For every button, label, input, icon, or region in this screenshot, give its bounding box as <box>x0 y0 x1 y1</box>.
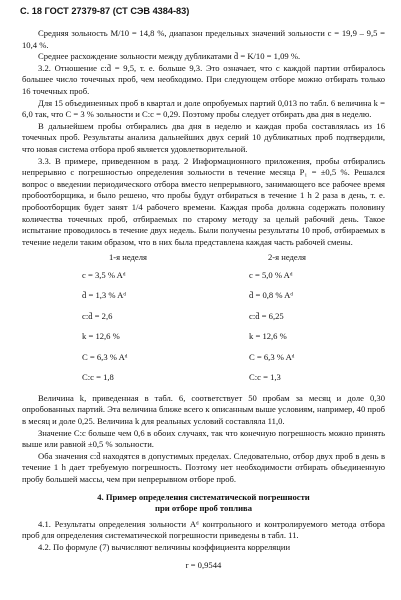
paragraph: Средняя зольность M/10 = 14,8 %, диапазон предельных значений зольности c = 19,9 – 9,5 = 10,4 %. <box>22 28 385 50</box>
section-title-line: 4. Пример определения систематической погрешности <box>97 491 310 502</box>
paragraph: Среднее расхождение зольности между дубликатами d̄ = K/10 = 1,09 %. <box>38 51 301 62</box>
week1-value: d̄ = 1,3 % Aᵈ <box>82 290 127 301</box>
week2-value: C:c = 1,3 <box>249 372 281 383</box>
paragraph: Значение C:c больше чем 0,6 в обоих случаях, так что конечную погрешность можно принять выше или равной ±0,5 % зольности. <box>22 427 385 450</box>
paragraph: Для 15 объединенных проб в квартал и доле опробуемых партий 0,013 по табл. 6 величина k = 6,0 так, что C = 3 % зольности и C:c = 0,29. Поэтому пробы следует отбирать два дня в неделю. <box>22 97 385 120</box>
week1-value: C:c = 1,8 <box>82 372 114 383</box>
formula: r = 0,9544 <box>185 559 222 570</box>
section-title-line: при отборе проб топлива <box>155 503 252 514</box>
paragraph: Оба значения c:d̄ находятся в допустимых пределах. Следовательно, отбор двух проб в день в течение 1 h дает требуемую погрешность. Поэтому нет необходимости отбирать объединенную пробу большей массы, чем при непрерывном отборе проб. <box>22 450 385 485</box>
week2-column <box>227 252 347 393</box>
paragraph: В дальнейшем пробы отбирались два дня в неделю и каждая проба составлялась из 16 точечных проб. Результаты анализа дальнейших двух серий 10 дубликатных проб подтвердили, что новая система отбора проб является удовлетворительной. <box>22 120 385 154</box>
paragraph: 3.2. Отношение c:d̄ = 9,5, т. е. больше 9,3. Это означает, что с каждой партии отбиралось большее число точечных проб, чем необходимо. При следующем отборе можно отбирать только 16 точечных проб. <box>22 62 385 96</box>
week2-title: 2-я неделя <box>268 252 306 263</box>
week1-column <box>68 252 188 393</box>
week2-value: d̄ = 0,8 % Aᵈ <box>249 290 294 301</box>
paragraph: Величина k, приведенная в табл. 6, соответствует 50 пробам за месяц и доле 0,30 опробованных партий. Эта величина ближе всего к описанным выше условиям, например, 40 проб в месяц и доле 0,25. Величина k для реальных условий составляла 11,0. <box>22 392 385 427</box>
page-header: С. 18 ГОСТ 27379-87 (СТ СЭВ 4384-83) <box>20 6 190 16</box>
week2-value: c:d̄ = 6,25 <box>249 310 284 321</box>
week1-value: C = 6,3 % Aᵈ <box>82 351 128 362</box>
paragraph: 3.3. В примере, приведенном в разд. 2 Информационного приложения, пробы отбирались непрерывно с погрешностью определения зольности в течение месяца P₁ = ±0,5 %. Решался вопрос о введении периодического отбора вместо непрерывного, занимающего все рабочее время пробоотборщика, и было решено, что пробы будут отбираться в течение 1 h 2 раза в день, т. е. пробоотборщик будет занят 1/4 рабочего времени. Каждая проба должна содержать половину количества точечных проб, отбираемых по старому методу за целый рабочий день. Такое испытание проводилось в течение двух недель. Были получены результаты 10 проб, отбираемых в течение недели таким образом, что в них была представлена каждая часть рабочей смены. <box>22 155 385 247</box>
week1-value: c:d̄ = 2,6 <box>82 310 113 321</box>
paragraph: 4.2. По формуле (7) вычисляют величины коэффициента корреляции <box>38 542 291 552</box>
week1-title: 1-я неделя <box>109 252 147 263</box>
paragraph: 4.1. Результаты определения зольности Aᵈ контрольного и контролируемого метода отбора проб для определения систематической погрешности приведены в табл. 11. <box>22 518 385 541</box>
week1-value: k = 12,6 % <box>82 331 120 342</box>
week2-value: C = 6,3 % Aᵈ <box>249 351 295 362</box>
week2-value: c = 5,0 % Aᵈ <box>249 269 293 280</box>
week1-value: c = 3,5 % Aᵈ <box>82 269 126 280</box>
week2-value: k = 12,6 % <box>249 331 287 342</box>
weekly-results <box>22 252 385 393</box>
document-body <box>22 28 385 571</box>
section-title <box>22 492 385 515</box>
